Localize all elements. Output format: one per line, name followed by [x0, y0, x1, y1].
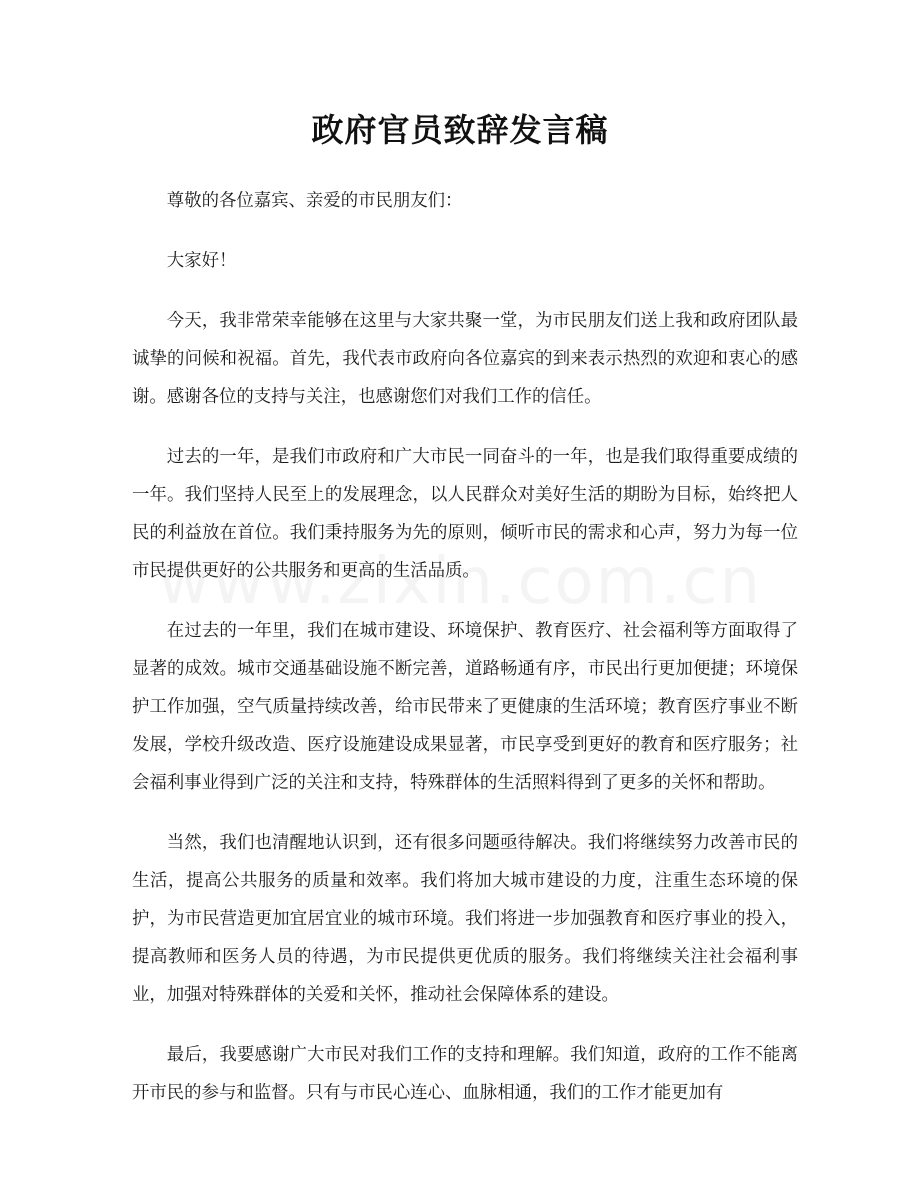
greeting: 大家好！: [166, 251, 237, 271]
paragraph-4: 当然，我们也清醒地认识到，还有很多问题亟待解决。我们将继续努力改善市民的生活，提高公共服务的质量和效率。我们将加大城市建设的力度，注重生态环境的保护，为市民营造更加宜居宜业的城市环境。我们将进一步加强教育和医疗事业的投入，提高教师和医务人员的待遇，为市民提供更优质的服务。我们将继续关注社会福利事业，加强对特殊群体的关爱和关怀，推动社会保障体系的建设。: [132, 833, 798, 1005]
paragraph-2: 过去的一年，是我们市政府和广大市民一同奋斗的一年，也是我们取得重要成绩的一年。我们坚持人民至上的发展理念，以人民群众对美好生活的期盼为目标，始终把人民的利益放在首位。我们秉持服务为先的原则，倾听市民的需求和心声，努力为每一位市民提供更好的公共服务和更高的生活品质。: [132, 447, 798, 581]
paragraph-3: 在过去的一年里，我们在城市建设、环境保护、教育医疗、社会福利等方面取得了显著的成效。城市交通基础设施不断完善，道路畅通有序，市民出行更加便捷；环境保护工作加强，空气质量持续改善，给市民带来了更健康的生活环境；教育医疗事业不断发展，学校升级改造、医疗设施建设成果显著，市民享受到更好的教育和医疗服务；社会福利事业得到广泛的关注和支持，特殊群体的生活照料得到了更多的关怀和帮助。: [132, 621, 798, 793]
document-title: 政府官员致辞发言稿: [311, 111, 609, 149]
paragraph-5: 最后，我要感谢广大市民对我们工作的支持和理解。我们知道，政府的工作不能离开市民的参与和监督。只有与市民心连心、血脉相通，我们的工作才能更加有: [132, 1045, 798, 1103]
paragraph-1: 今天，我非常荣幸能够在这里与大家共聚一堂，为市民朋友们送上我和政府团队最诚挚的问候和祝福。首先，我代表市政府向各位嘉宾的到来表示热烈的欢迎和衷心的感谢。感谢各位的支持与关注，也感谢您们对我们工作的信任。: [132, 311, 798, 407]
document-body: [132, 182, 798, 1134]
salutation: 尊敬的各位嘉宾、亲爱的市民朋友们：: [166, 191, 463, 211]
